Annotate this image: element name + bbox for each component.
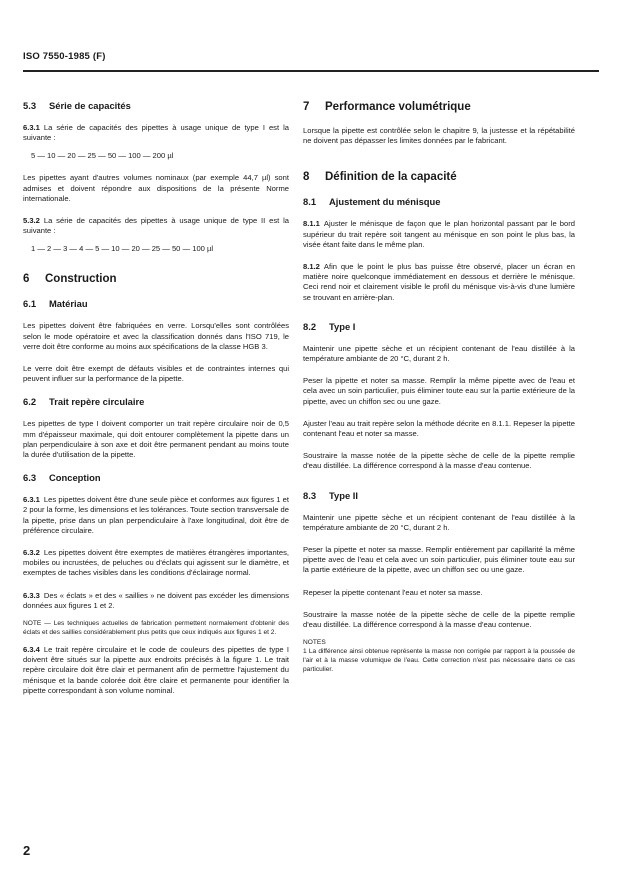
section-8-3-heading: 8.3 Type II: [303, 489, 358, 501]
note-1: 1 La différence ainsi obtenue représente la masse non corrigée par rapport à la poussée de l'air et à la masse volumique de l'eau. Cette correction n'est pas nécessaire dans ce cas particulier.: [303, 648, 575, 674]
paragraph-6-1-a: Les pipettes doivent être fabriquées en verre. Lorsqu'elles sont contrôlées selon le mode opératoire et avec la classification donnés dans l'ISO 719, le verre doit être conforme au moins aux spécifications de la classe HGB 3.: [23, 321, 289, 351]
paragraph-8-2-a: Maintenir une pipette sèche et un récipient contenant de l'eau distillée à la température ambiante de 20 °C, durant 2 h.: [303, 343, 575, 364]
paragraph-5-3-1: 6.3.1 La série de capacités des pipettes à usage unique de type I est la suivante :: [23, 123, 289, 143]
section-5-3-heading: 5.3 Série de capacités: [23, 100, 131, 111]
paragraph-8-1-2: 8.1.2 Afin que le point le plus bas puisse être observé, placer un écran en matière noire quelconque immédiatement en dessous et derrière le ménisque. Ceci rend noir et clairement visible le profil du ménisque vis-à-vis d'une lumière se trouvant en arrière-plan.: [303, 262, 575, 302]
paragraph-8-2-b: Peser la pipette et noter sa masse. Remplir la même pipette avec de l'eau et cela avec un soin particulier, puis éliminer toute eau sur la partie extérieure de la pipette, avec un chiffon sec ou une gaze.: [303, 376, 575, 406]
section-6-1-heading: 6.1 Matériau: [23, 298, 88, 310]
left-column: [23, 100, 289, 704]
paragraph-6-3-1: 6.3.1 Les pipettes doivent être d'une seule pièce et conformes aux figures 1 et 2 pour la forme, les dimensions et les tolérances. Toute section transversale de la pipette, prise dans un plan perpendiculaire à l'axe longitudinal, doit être de préférence circulaire.: [23, 495, 289, 535]
paragraph-6-1-b: Le verre doit être exempt de défauts visibles et de contraintes internes qui peuvent influer sur la performance de la pipette.: [23, 364, 289, 384]
note-fabrication: NOTE — Les techniques actuelles de fabrication permettent normalement d'obtenir des éclats et des saillies considérablement plus petits que ceux indiqués aux figures 1 et 2.: [23, 620, 289, 637]
paragraph-other-volumes: Les pipettes ayant d'autres volumes nominaux (par exemple 44,7 µl) sont admises et doivent répondre aux dispositions de la présente Norme internationale.: [23, 173, 289, 203]
paragraph-6-3-3: 6.3.3 Des « éclats » et des « saillies » ne doivent pas excéder les dimensions données aux figures 1 et 2.: [23, 590, 289, 610]
section-6-heading: 6 Construction: [23, 273, 117, 286]
capacity-series-type-2: 1 — 2 — 3 — 4 — 5 — 10 — 20 — 25 — 50 — 100 µl: [31, 244, 214, 254]
paragraph-8-3-a: Maintenir une pipette sèche et un récipient contenant de l'eau distillée à la température ambiante de 20 °C, durant 2 h.: [303, 512, 575, 532]
paragraph-6-2: Les pipettes de type I doivent comporter un trait repère circulaire noir de 0,5 mm d'épaisseur maximale, qui doit entourer complètement la pipette dans un plan perpendiculaire à son axe et doit être permanent pendant au moins toute la durée d'utilisation de la pipette.: [23, 419, 289, 460]
header-rule: [23, 70, 599, 72]
standard-code-header: ISO 7550-1985 (F): [23, 51, 106, 62]
section-8-heading: 8 Définition de la capacité: [303, 171, 457, 184]
paragraph-8-1-1: 8.1.1 Ajuster le ménisque de façon que le plan horizontal passant par le bord supérieur du trait repère soit tangent au ménisque en son point le plus bas, la visée étant faite dans le même plan.: [303, 219, 575, 249]
paragraph-7: Lorsque la pipette est contrôlée selon le chapitre 9, la justesse et la répétabilité ne doivent pas dépasser les limites données par le fabricant.: [303, 126, 575, 146]
paragraph-8-3-b: Peser la pipette et noter sa masse. Remplir entièrement par capillarité la même pipette avec de l'eau et cela avec un soin particulier, puis éliminer toute eau sur la partie extérieure de la pipette, avec un chiffon sec ou une gaze.: [303, 545, 575, 575]
section-8-2-heading: 8.2 Type I: [303, 320, 356, 332]
notes-title: NOTES: [303, 639, 326, 647]
capacity-series-type-1: 5 — 10 — 20 — 25 — 50 — 100 — 200 µl: [31, 151, 174, 161]
right-column: [303, 100, 575, 682]
section-6-2-heading: 6.2 Trait repère circulaire: [23, 396, 145, 408]
page-number: 2: [23, 843, 31, 858]
paragraph-6-3-4: 6.3.4 Le trait repère circulaire et le code de couleurs des pipettes de type I doivent être situés sur la pipette aux endroits précisés à la figure 1. Le trait repère circulaire doit être clair et permanent afin de permettre l'ajustement du ménisque et la bande colorée doit être claire et permanente pour identifier la pipette correspondant à son volume nominal.: [23, 645, 289, 695]
section-6-3-heading: 6.3 Conception: [23, 472, 101, 484]
paragraph-8-2-d: Soustraire la masse notée de la pipette sèche de celle de la pipette remplie d'eau distillée. La différence correspond à la masse d'eau contenue.: [303, 451, 575, 471]
section-7-heading: 7 Performance volumétrique: [303, 101, 471, 113]
paragraph-5-3-2: 5.3.2 La série de capacités des pipettes à usage unique de type II est la suivante :: [23, 216, 289, 236]
paragraph-6-3-2: 6.3.2 Les pipettes doivent être exemptes de matières étrangères importantes, mobiles ou incrustées, de peluches ou d'éclats qui agissent sur le diamètre, et exemptes de taches visibles dans les conditions d'éclairage normal.: [23, 548, 289, 578]
paragraph-8-2-c: Ajuster l'eau au trait repère selon la méthode décrite en 8.1.1. Repeser la pipette contenant l'eau et noter sa masse.: [303, 418, 575, 439]
paragraph-8-3-d: Soustraire la masse notée de la pipette sèche de celle de la pipette remplie d'eau distillée. La différence correspond à la masse d'eau contenue.: [303, 609, 575, 630]
section-8-1-heading: 8.1 Ajustement du ménisque: [303, 196, 441, 208]
paragraph-8-3-c: Repeser la pipette contenant l'eau et noter sa masse.: [303, 587, 483, 597]
